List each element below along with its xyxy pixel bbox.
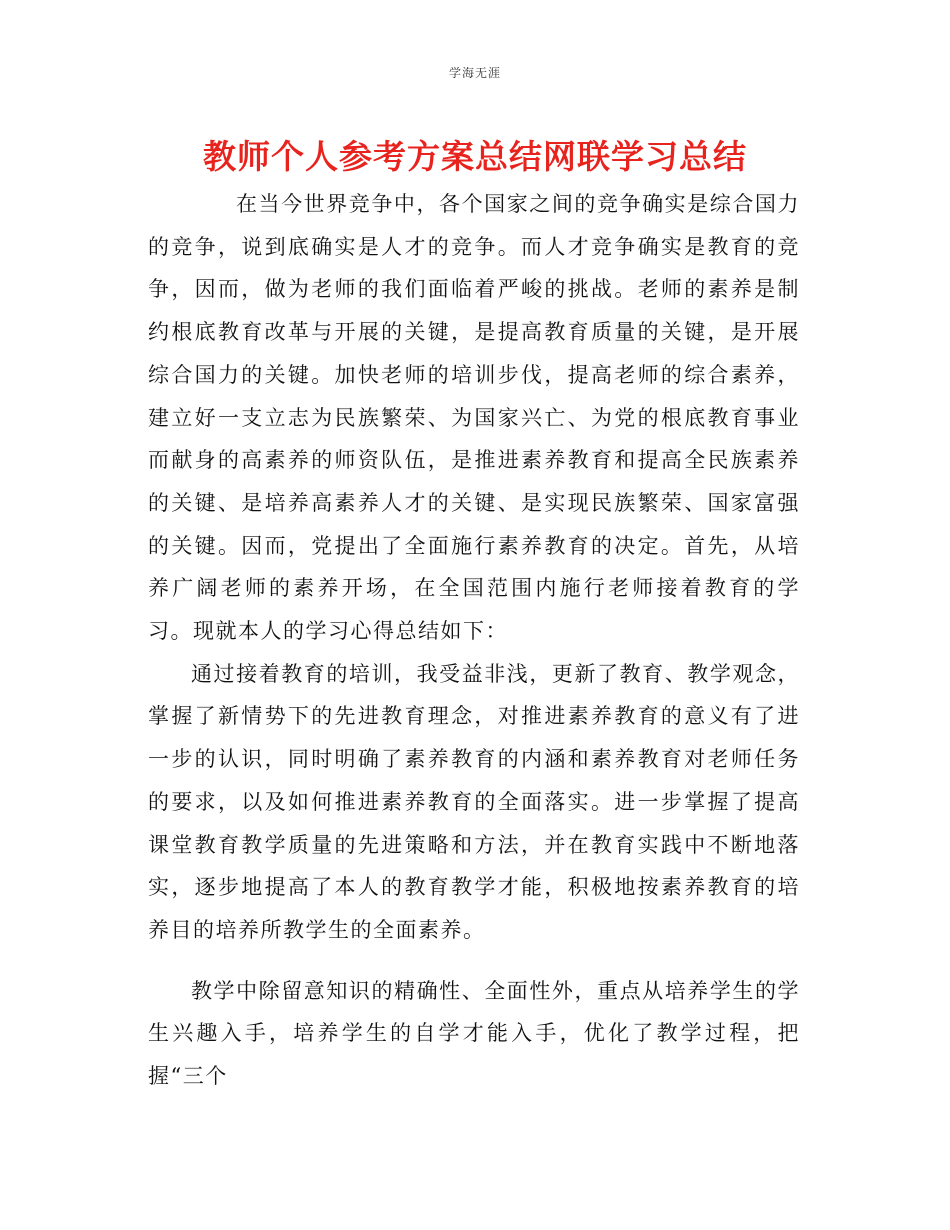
page-header: 学海无涯 — [448, 66, 501, 80]
paragraph-1: 在当今世界竞争中，各个国家之间的竞争确实是综合国力的竞争，说到底确实是人才的竞争。而人才竞争确实是教育的竞争，因而，做为老师的我们面临着严峻的挑战。老师的素养是制约根底教育改革与开展的关键，是提高教育质量的关键，是开展综合国力的关键。加快老师的培训步伐，提高老师的综合素养，建立好一支立志为民族繁荣、为国家兴亡、为党的根底教育事业而献身的高素养的师资队伍，是推进素养教育和提高全民族素养的关键、是培养高素养人才的关键、是实现民族繁荣、国家富强的关键。因而，党提出了全面施行素养教育的决定。首先，从培养广阔老师的素养开场，在全国范围内施行老师接着教育的学习。现就本人的学习心得总结如下： — [148, 192, 800, 644]
paragraph-2: 通过接着教育的培训，我受益非浅，更新了教育、教学观念，掌握了新情势下的先进教育理念，对推进素养教育的意义有了进一步的认识，同时明确了素养教育的内涵和素养教育对老师任务的要求，以及如何推进素养教育的全面落实。进一步掌握了提高课堂教育教学质量的先进策略和方法，并在教育实践中不断地落实，逐步地提高了本人的教育教学才能，积极地按素养教育的培养目的培养所教学生的全面素养。 — [148, 661, 800, 942]
paragraph-3: 教学中除留意知识的精确性、全面性外，重点从培养学生的学生兴趣入手，培养学生的自学才能入手，优化了教学过程，把握“三个 — [148, 978, 800, 1089]
document-body — [148, 183, 800, 1098]
document-title: 教师个人参考方案总结网联学习总结 — [203, 137, 747, 176]
